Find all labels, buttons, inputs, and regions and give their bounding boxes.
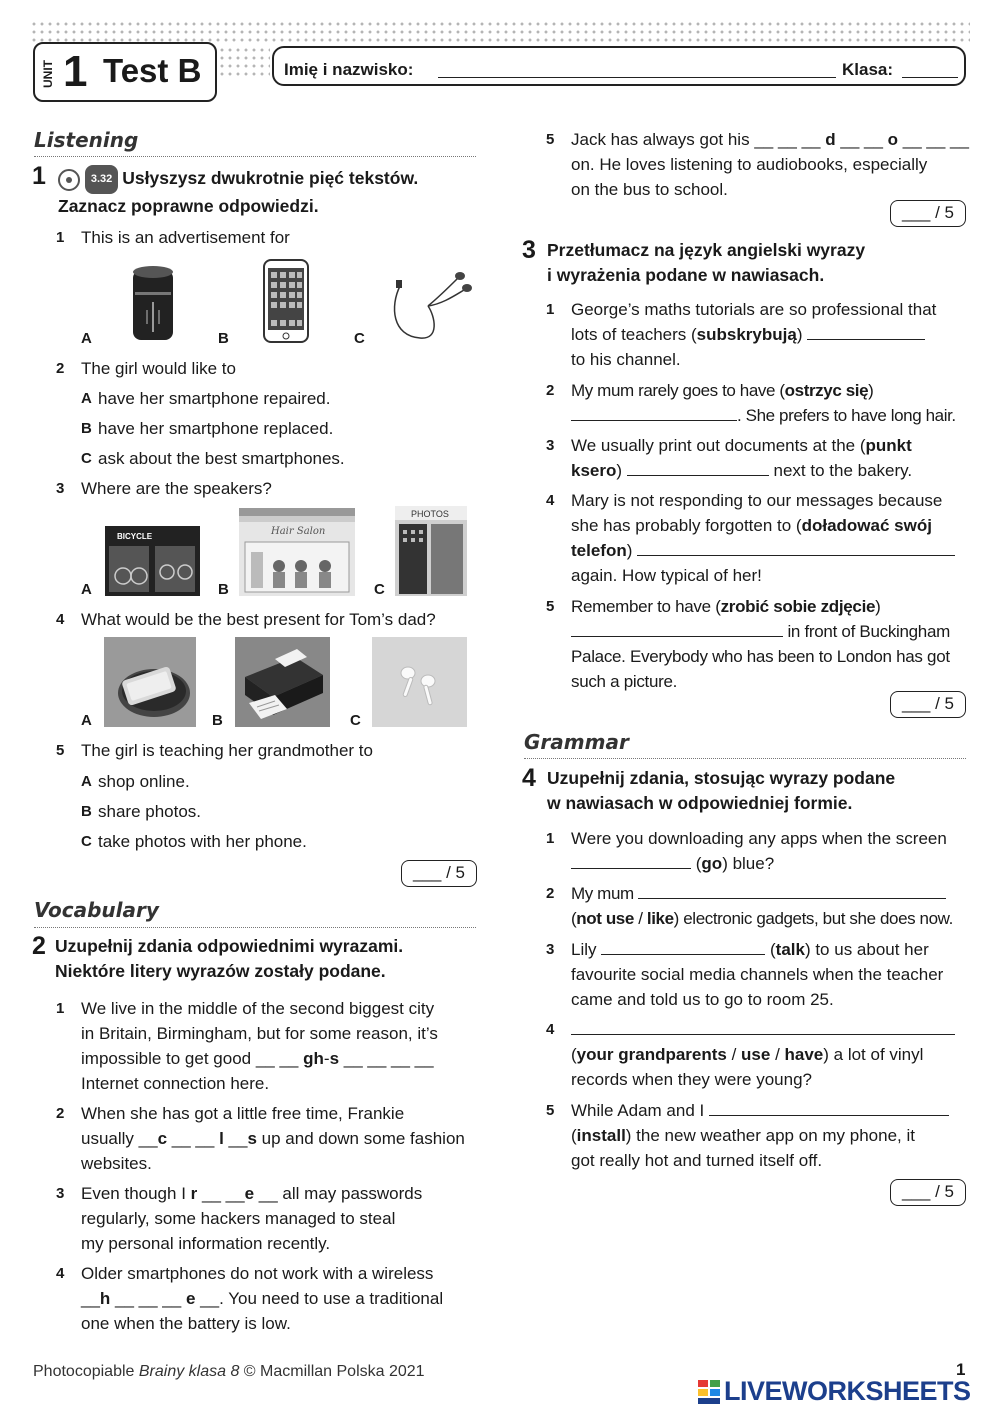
copyright-footer (33, 1363, 425, 1381)
question-text: Where are the speakers? (81, 479, 272, 498)
section-title-vocabulary: Vocabulary (34, 898, 159, 922)
exercise-item (571, 594, 971, 694)
student-info-box (272, 46, 966, 86)
text-line: ( (571, 909, 577, 928)
letter-gap[interactable]: __ __ (202, 1184, 245, 1203)
text-line: ) the new weather app on my phone, it (625, 1126, 915, 1145)
task-number: 4 (522, 764, 536, 792)
exercise-item (571, 378, 971, 428)
exercise-item (571, 881, 971, 931)
text-line: favourite social media channels when the teacher (571, 965, 944, 984)
option-letter-a[interactable]: A (81, 773, 92, 790)
earphones-image[interactable] (380, 266, 475, 344)
text-line: / (770, 1045, 785, 1064)
option-letter-a[interactable]: A (81, 330, 92, 347)
class-field[interactable] (902, 77, 958, 78)
exercise-item (571, 488, 971, 588)
section-divider (34, 156, 476, 157)
item-number: 3 (56, 1185, 65, 1202)
option-text[interactable]: share photos. (98, 802, 202, 821)
text-line: in front of Buckingham (787, 622, 950, 641)
text-line: / (633, 909, 647, 928)
answer-blank[interactable] (571, 854, 691, 869)
item-number: 2 (546, 382, 555, 399)
exercise-item (81, 1181, 481, 1256)
printer-image[interactable] (235, 637, 330, 727)
audio-cd-icon[interactable] (58, 169, 80, 191)
item-number: 5 (56, 742, 65, 759)
option-letter-b[interactable]: B (81, 420, 92, 437)
speaker-image[interactable] (105, 262, 200, 344)
text-line: one when the battery is low. (81, 1314, 291, 1333)
letter-gap[interactable]: __ __ (171, 1129, 215, 1148)
question-text: The girl is teaching her grandmother to (81, 741, 373, 760)
text-line: all may passwords (282, 1184, 423, 1203)
text-line: ) (626, 541, 633, 560)
text-line: websites. (81, 1154, 152, 1173)
option-letter-c[interactable]: C (81, 833, 92, 850)
letter-gap[interactable]: __ (81, 1289, 100, 1308)
letter-gap[interactable]: __ __ __ (902, 130, 969, 149)
answer-blank[interactable] (601, 940, 765, 955)
track-number: 3.32 (85, 165, 118, 194)
letter-gap[interactable]: __ __ __ __ (343, 1049, 434, 1068)
section-title-grammar: Grammar (524, 730, 629, 754)
text-line: up and down some fashion (261, 1129, 465, 1148)
wireless-charger-image[interactable] (104, 637, 196, 727)
shop-sign-bicycle: BICYCLE (117, 532, 153, 541)
item-number: 3 (546, 941, 555, 958)
answer-blank[interactable] (807, 325, 925, 340)
text-line: ) (616, 461, 623, 480)
answer-blank[interactable] (638, 884, 946, 899)
given-letters: s (247, 1129, 257, 1148)
item-number: 4 (56, 611, 65, 628)
text-line: usually (81, 1129, 134, 1148)
text-line: . You need to use a traditional (219, 1289, 444, 1308)
instruction-line: Zaznacz poprawne odpowiedzi. (58, 196, 319, 216)
item-number: 5 (546, 1102, 555, 1119)
text-line: ( (571, 1045, 577, 1064)
text-line: ) blue? (722, 854, 775, 873)
verb-prompt: use (741, 1045, 771, 1064)
text-line: ( (769, 940, 776, 959)
option-letter-c[interactable]: C (354, 330, 365, 347)
text-line: she has probably forgotten to ( (571, 516, 802, 535)
option-text[interactable]: have her smartphone replaced. (98, 419, 334, 438)
given-letters: s (329, 1049, 340, 1068)
instruction-line: Uzupełnij zdania, stosując wyrazy podane (547, 768, 896, 788)
shop-sign-salon: Hair Salon (271, 526, 326, 537)
given-letters: l (219, 1129, 224, 1148)
text-line: on. He loves listening to audiobooks, especially (571, 155, 928, 174)
exercise-item (571, 1017, 971, 1092)
name-label: Imię i nazwisko: (284, 60, 414, 79)
question-text: What would be the best present for Tom’s dad? (81, 610, 436, 629)
footer-text: © Macmillan Polska 2021 (239, 1363, 425, 1380)
text-line: We live in the middle of the second biggest city (81, 999, 435, 1018)
instruction-line: Niektóre litery wyrazów zostały podane. (55, 961, 386, 981)
polish-prompt: doładować swój (801, 516, 932, 535)
given-letters: d (825, 130, 836, 149)
answer-blank[interactable] (637, 541, 955, 556)
text-line: to his channel. (571, 350, 681, 369)
given-letters: c (157, 1129, 168, 1148)
option-text[interactable]: take photos with her phone. (98, 832, 307, 851)
text-line: Even though I (81, 1184, 186, 1203)
letter-gap[interactable]: __ (200, 1289, 220, 1308)
task-number: 2 (32, 932, 46, 960)
letter-gap[interactable]: __ (228, 1129, 248, 1148)
given-letters: e (244, 1184, 255, 1203)
item-number: 2 (546, 885, 555, 902)
question-text: The girl would like to (81, 359, 236, 378)
answer-blank[interactable] (571, 406, 737, 421)
item-number: 2 (56, 360, 65, 377)
option-letter-b[interactable]: B (218, 581, 229, 598)
option-letter-c[interactable]: C (350, 712, 361, 729)
item-number: 3 (546, 437, 555, 454)
verb-prompt: go (701, 854, 723, 873)
book-title: Brainy klasa 8 (138, 1363, 240, 1380)
section-divider (34, 927, 476, 928)
option-letter-a[interactable]: A (81, 581, 92, 598)
answer-blank[interactable] (709, 1101, 949, 1116)
name-field[interactable] (438, 77, 836, 78)
text-line: my personal information recently. (81, 1234, 331, 1253)
text-line: got really hot and turned itself off. (571, 1151, 823, 1170)
text-line: / (726, 1045, 742, 1064)
letter-gap[interactable]: __ __ __ (754, 130, 821, 149)
item-number: 3 (56, 480, 65, 497)
polish-prompt: punkt (865, 436, 912, 455)
score-box[interactable]: ___ / 5 (890, 200, 966, 227)
text-line: . She prefers to have long hair. (737, 406, 956, 425)
item-number: 5 (546, 131, 555, 148)
exercise-item (81, 1261, 481, 1336)
text-line: Lily (571, 940, 597, 959)
polish-prompt: zrobić sobie zdjęcie (720, 597, 876, 616)
polish-prompt: ostrzyc się (784, 381, 869, 400)
option-letter-b[interactable]: B (81, 803, 92, 820)
task-instruction (58, 165, 488, 219)
answer-blank[interactable] (571, 622, 783, 637)
verb-prompt: like (646, 909, 674, 928)
hair-salon-image[interactable] (239, 508, 355, 596)
test-title: Test B (103, 52, 202, 89)
score-box[interactable]: ___ / 5 (401, 860, 477, 887)
text-line: Older smartphones do not work with a wireless (81, 1264, 434, 1283)
exercise-item (571, 937, 971, 1012)
text-line: ) to us about her (804, 940, 929, 959)
page-number: 1 (956, 1360, 966, 1379)
item-number: 4 (546, 1021, 555, 1038)
text-line: Jack has always got his (571, 130, 750, 149)
item-number: 1 (546, 301, 555, 318)
text-line: regularly, some hackers managed to steal (81, 1209, 396, 1228)
letter-gap[interactable]: __ (258, 1184, 278, 1203)
option-letter-c[interactable]: C (81, 450, 92, 467)
text-line: impossible to get good (81, 1049, 252, 1068)
option-letter-a[interactable]: A (81, 390, 92, 407)
answer-blank[interactable] (571, 1020, 955, 1035)
text-line: We usually print out documents at the ( (571, 436, 866, 455)
item-number: 1 (56, 1000, 65, 1017)
text-line: While Adam and I (571, 1101, 705, 1120)
score-box[interactable]: ___ / 5 (890, 691, 966, 718)
footer-text: Photocopiable (33, 1363, 139, 1380)
task-number: 1 (32, 162, 46, 190)
class-label: Klasa: (842, 60, 894, 79)
verb-prompt: talk (775, 940, 805, 959)
task-instruction (547, 238, 967, 288)
photo-booth-image[interactable] (395, 506, 467, 596)
unit-number: 1 (63, 47, 88, 96)
question-text: This is an advertisement for (81, 228, 290, 247)
bicycle-shop-image[interactable] (105, 526, 200, 596)
polish-prompt: telefon (571, 541, 627, 560)
text-line: in Britain, Birmingham, but for some reason, it’s (81, 1024, 438, 1043)
shop-sign-photos: PHOTOS (411, 509, 449, 519)
text-line: Internet connection here. (81, 1074, 270, 1093)
text-line: on the bus to school. (571, 180, 728, 199)
instruction-line: Przetłumacz na język angielski wyrazy (547, 240, 866, 260)
text-line: ) (796, 325, 803, 344)
instruction-line: i wyrażenia podane w nawiasach. (547, 265, 825, 285)
score-box[interactable]: ___ / 5 (890, 1179, 966, 1206)
verb-prompt: your grandparents (576, 1045, 727, 1064)
option-letter-a[interactable]: A (81, 712, 92, 729)
item-number: 1 (56, 229, 65, 246)
text-line: My mum rarely goes to have ( (571, 381, 785, 400)
task-instruction (55, 934, 485, 984)
exercise-item (571, 1098, 971, 1173)
item-number: 4 (56, 1265, 65, 1282)
item-number: 1 (546, 830, 555, 847)
text-line: Palace. Everybody who has been to London has got (571, 647, 950, 666)
text-line: ( (695, 854, 702, 873)
polish-prompt: subskrybują (696, 325, 797, 344)
option-letter-b[interactable]: B (212, 712, 223, 729)
instruction-line: w nawiasach w odpowiedniej formie. (547, 793, 853, 813)
text-line: Were you downloading any apps when the screen (571, 829, 947, 848)
item-number: 5 (546, 598, 555, 615)
exercise-item (571, 297, 971, 372)
polish-prompt: ksero (571, 461, 617, 480)
given-letters: e (185, 1289, 196, 1308)
exercise-item (571, 826, 971, 876)
hyphen: - (323, 1049, 330, 1068)
text-line: lots of teachers ( (571, 325, 697, 344)
given-letters: gh (303, 1049, 324, 1068)
text-line: again. How typical of her! (571, 566, 762, 585)
exercise-item (571, 433, 971, 483)
instruction-line: Uzupełnij zdania odpowiednimi wyrazami. (55, 936, 404, 956)
text-line: Remember to have ( (571, 597, 721, 616)
given-letters: h (99, 1289, 111, 1308)
text-line: ( (571, 1126, 577, 1145)
text-line: records when they were young? (571, 1070, 812, 1089)
option-text[interactable]: shop online. (98, 772, 190, 791)
verb-prompt: have (784, 1045, 824, 1064)
option-letter-b[interactable]: B (218, 330, 229, 347)
item-number: 2 (56, 1105, 65, 1122)
exercise-item (571, 127, 971, 202)
exercise-item (81, 1101, 481, 1176)
text-line: ) (875, 597, 881, 616)
text-line: Mary is not responding to our messages because (571, 491, 943, 510)
letter-gap[interactable]: __ __ (840, 130, 883, 149)
earbuds-image[interactable] (372, 637, 467, 727)
text-line: next to the bakery. (773, 461, 913, 480)
letter-gap[interactable]: __ (138, 1129, 158, 1148)
option-text[interactable]: ask about the best smartphones. (98, 449, 345, 468)
smartphone-image[interactable] (262, 258, 310, 344)
liveworksheets-logo-icon (698, 1380, 720, 1404)
task-number: 3 (522, 236, 536, 264)
unit-badge (33, 42, 217, 102)
given-letters: r (190, 1184, 198, 1203)
text-line: George’s maths tutorials are so professional that (571, 300, 937, 319)
text-line: came and told us to go to room 25. (571, 990, 834, 1009)
section-divider (524, 758, 966, 759)
item-number: 4 (546, 492, 555, 509)
exercise-item (81, 996, 481, 1096)
verb-prompt: install (576, 1126, 626, 1145)
liveworksheets-logo[interactable]: LIVEWORKSHEETS (724, 1376, 971, 1406)
text-line: When she has got a little free time, Frankie (81, 1104, 405, 1123)
given-letters: o (887, 130, 899, 149)
text-line: My mum (571, 884, 634, 903)
instruction-line: Usłyszysz dwukrotnie pięć tekstów. (122, 168, 419, 189)
header-dot-pattern-small (218, 46, 270, 80)
text-line: ) (868, 381, 874, 400)
letter-gap[interactable]: __ __ (255, 1049, 299, 1068)
task-instruction (547, 766, 967, 816)
option-letter-c[interactable]: C (374, 581, 385, 598)
section-title-listening: Listening (34, 128, 139, 152)
text-line: such a picture. (571, 672, 678, 691)
text-line: ) electronic gadgets, but she does now. (673, 909, 953, 928)
text-line: ) a lot of vinyl (823, 1045, 924, 1064)
answer-blank[interactable] (627, 461, 769, 476)
verb-prompt: not use (576, 909, 634, 928)
unit-label: UNIT (41, 60, 55, 88)
option-text[interactable]: have her smartphone repaired. (98, 389, 331, 408)
letter-gap[interactable]: __ __ __ (115, 1289, 182, 1308)
